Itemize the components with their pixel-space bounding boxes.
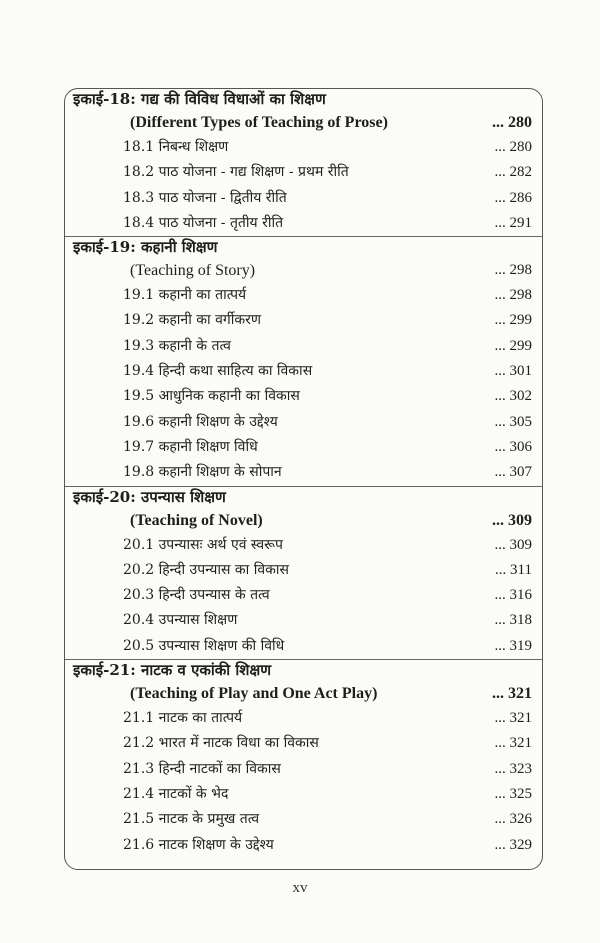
toc-entry-title: 21.6 नाटक शिक्षण के उद्देश्य bbox=[123, 836, 274, 853]
toc-entry-title: 21.3 हिन्दी नाटकों का विकास bbox=[123, 760, 281, 777]
unit-section bbox=[65, 237, 542, 486]
toc-entry bbox=[65, 334, 542, 359]
toc-entry-page: ... 298 bbox=[494, 287, 532, 304]
page-number: xv bbox=[292, 880, 308, 896]
toc-entry-page: ... 302 bbox=[494, 388, 532, 405]
toc-entry-title: 20.1 उपन्यासः अर्थ एवं स्वरूप bbox=[123, 536, 283, 553]
toc-entry-title: 21.1 नाटक का तात्पर्य bbox=[123, 710, 243, 727]
unit-english-title: (Different Types of Teaching of Prose) bbox=[130, 114, 388, 131]
toc-entry-page: ... 325 bbox=[494, 785, 532, 802]
toc-entry bbox=[65, 583, 542, 608]
toc-entry bbox=[65, 533, 542, 558]
toc-entry-title: 19.6 कहानी शिक्षण के उद्देश्य bbox=[123, 413, 278, 430]
unit-english-row bbox=[65, 681, 542, 706]
unit-english-title: (Teaching of Play and One Act Play) bbox=[130, 685, 378, 703]
toc-entry-page: ... 321 bbox=[494, 735, 532, 752]
unit-english-title: (Teaching of Novel) bbox=[130, 511, 263, 529]
toc-entry bbox=[65, 186, 542, 211]
toc-entry bbox=[65, 731, 542, 756]
unit-section bbox=[65, 487, 542, 660]
toc-entry bbox=[65, 135, 542, 160]
toc-entry bbox=[65, 410, 542, 435]
unit-section bbox=[65, 89, 542, 237]
toc-entry bbox=[65, 283, 542, 308]
toc-entry-page: ... 309 bbox=[494, 536, 532, 553]
toc-entry-title: 19.7 कहानी शिक्षण विधि bbox=[123, 438, 258, 455]
toc-entry-title: 21.2 भारत में नाटक विधा का विकास bbox=[123, 735, 319, 752]
toc-entry-page: ... 280 bbox=[494, 139, 532, 155]
toc-entry bbox=[65, 160, 542, 185]
toc-entry-title: 19.5 आधुनिक कहानी का विकास bbox=[123, 388, 300, 405]
toc-entry-page: ... 318 bbox=[494, 612, 532, 629]
unit-heading: इकाई-18: गद्य की विविध विधाओं का शिक्षण bbox=[73, 90, 326, 108]
contents-frame bbox=[64, 88, 543, 870]
unit-page-number: ... 280 bbox=[492, 114, 532, 131]
toc-entry-title: 20.5 उपन्यास शिक्षण की विधि bbox=[123, 637, 285, 654]
toc-entry bbox=[65, 782, 542, 807]
toc-entry-page: ... 316 bbox=[494, 587, 532, 604]
toc-entry bbox=[65, 833, 542, 858]
unit-english-row bbox=[65, 508, 542, 533]
toc-entry bbox=[65, 211, 542, 236]
toc-entry-title: 18.2 पाठ योजना - गद्य शिक्षण - प्रथम रीति bbox=[123, 164, 349, 181]
toc-entry bbox=[65, 558, 542, 583]
toc-entry-title: 19.4 हिन्दी कथा साहित्य का विकास bbox=[123, 363, 313, 380]
toc-entry bbox=[65, 359, 542, 384]
toc-entry-page: ... 299 bbox=[494, 312, 532, 329]
toc-entry-title: 20.4 उपन्यास शिक्षण bbox=[123, 612, 238, 629]
toc-entry-title: 19.3 कहानी के तत्व bbox=[123, 337, 231, 354]
toc-entry bbox=[65, 384, 542, 409]
toc-entry-title: 18.1 निबन्ध शिक्षण bbox=[123, 139, 229, 155]
toc-entry-title: 20.3 हिन्दी उपन्यास के तत्व bbox=[123, 587, 270, 604]
toc-entry bbox=[65, 460, 542, 485]
toc-entry bbox=[65, 757, 542, 782]
unit-section bbox=[65, 660, 542, 858]
toc-entry-page: ... 329 bbox=[494, 836, 532, 853]
unit-page-number: ... 309 bbox=[492, 511, 532, 529]
toc-entry bbox=[65, 807, 542, 832]
toc-entry-page: ... 282 bbox=[494, 164, 532, 181]
unit-heading: इकाई-20: उपन्यास शिक्षण bbox=[73, 487, 226, 506]
toc-entry-title: 19.8 कहानी शिक्षण के सोपान bbox=[123, 464, 282, 481]
toc-entry-page: ... 311 bbox=[495, 561, 532, 578]
toc-entry-page: ... 321 bbox=[494, 710, 532, 727]
toc-entry-page: ... 307 bbox=[494, 464, 532, 481]
toc-entry-title: 18.4 पाठ योजना - तृतीय रीति bbox=[123, 214, 284, 231]
toc-entry-title: 18.3 पाठ योजना - द्वितीय रीति bbox=[123, 189, 287, 206]
toc-entry-title: 21.5 नाटक के प्रमुख तत्व bbox=[123, 811, 260, 828]
toc-entry bbox=[65, 308, 542, 333]
toc-entry bbox=[65, 634, 542, 659]
toc-entry-page: ... 319 bbox=[494, 637, 532, 654]
toc-entry-title: 19.2 कहानी का वर्गीकरण bbox=[123, 312, 262, 329]
unit-english-title: (Teaching of Story) bbox=[130, 262, 256, 280]
toc-entry bbox=[65, 435, 542, 460]
toc-entry-page: ... 301 bbox=[494, 363, 532, 380]
toc-entry-page: ... 326 bbox=[494, 811, 532, 828]
unit-page-number: ... 321 bbox=[492, 685, 532, 703]
toc-entry-page: ... 305 bbox=[494, 413, 532, 430]
toc-entry-title: 20.2 हिन्दी उपन्यास का विकास bbox=[123, 561, 290, 578]
toc-entry bbox=[65, 706, 542, 731]
toc-entry-page: ... 291 bbox=[494, 214, 532, 231]
toc-entry bbox=[65, 608, 542, 633]
toc-entry-title: 21.4 नाटकों के भेद bbox=[123, 785, 229, 802]
toc-entry-title: 19.1 कहानी का तात्पर्य bbox=[123, 287, 247, 304]
toc-entry-page: ... 323 bbox=[494, 760, 532, 777]
toc-entry-page: ... 286 bbox=[494, 189, 532, 206]
toc-entry-page: ... 306 bbox=[494, 438, 532, 455]
unit-english-row bbox=[65, 110, 542, 135]
unit-heading: इकाई-19: कहानी शिक्षण bbox=[73, 238, 218, 257]
toc-entry-page: ... 299 bbox=[494, 337, 532, 354]
unit-heading: इकाई-21: नाटक व एकांकी शिक्षण bbox=[73, 661, 272, 680]
unit-page-number: ... 298 bbox=[494, 262, 532, 279]
unit-english-row bbox=[65, 258, 542, 283]
